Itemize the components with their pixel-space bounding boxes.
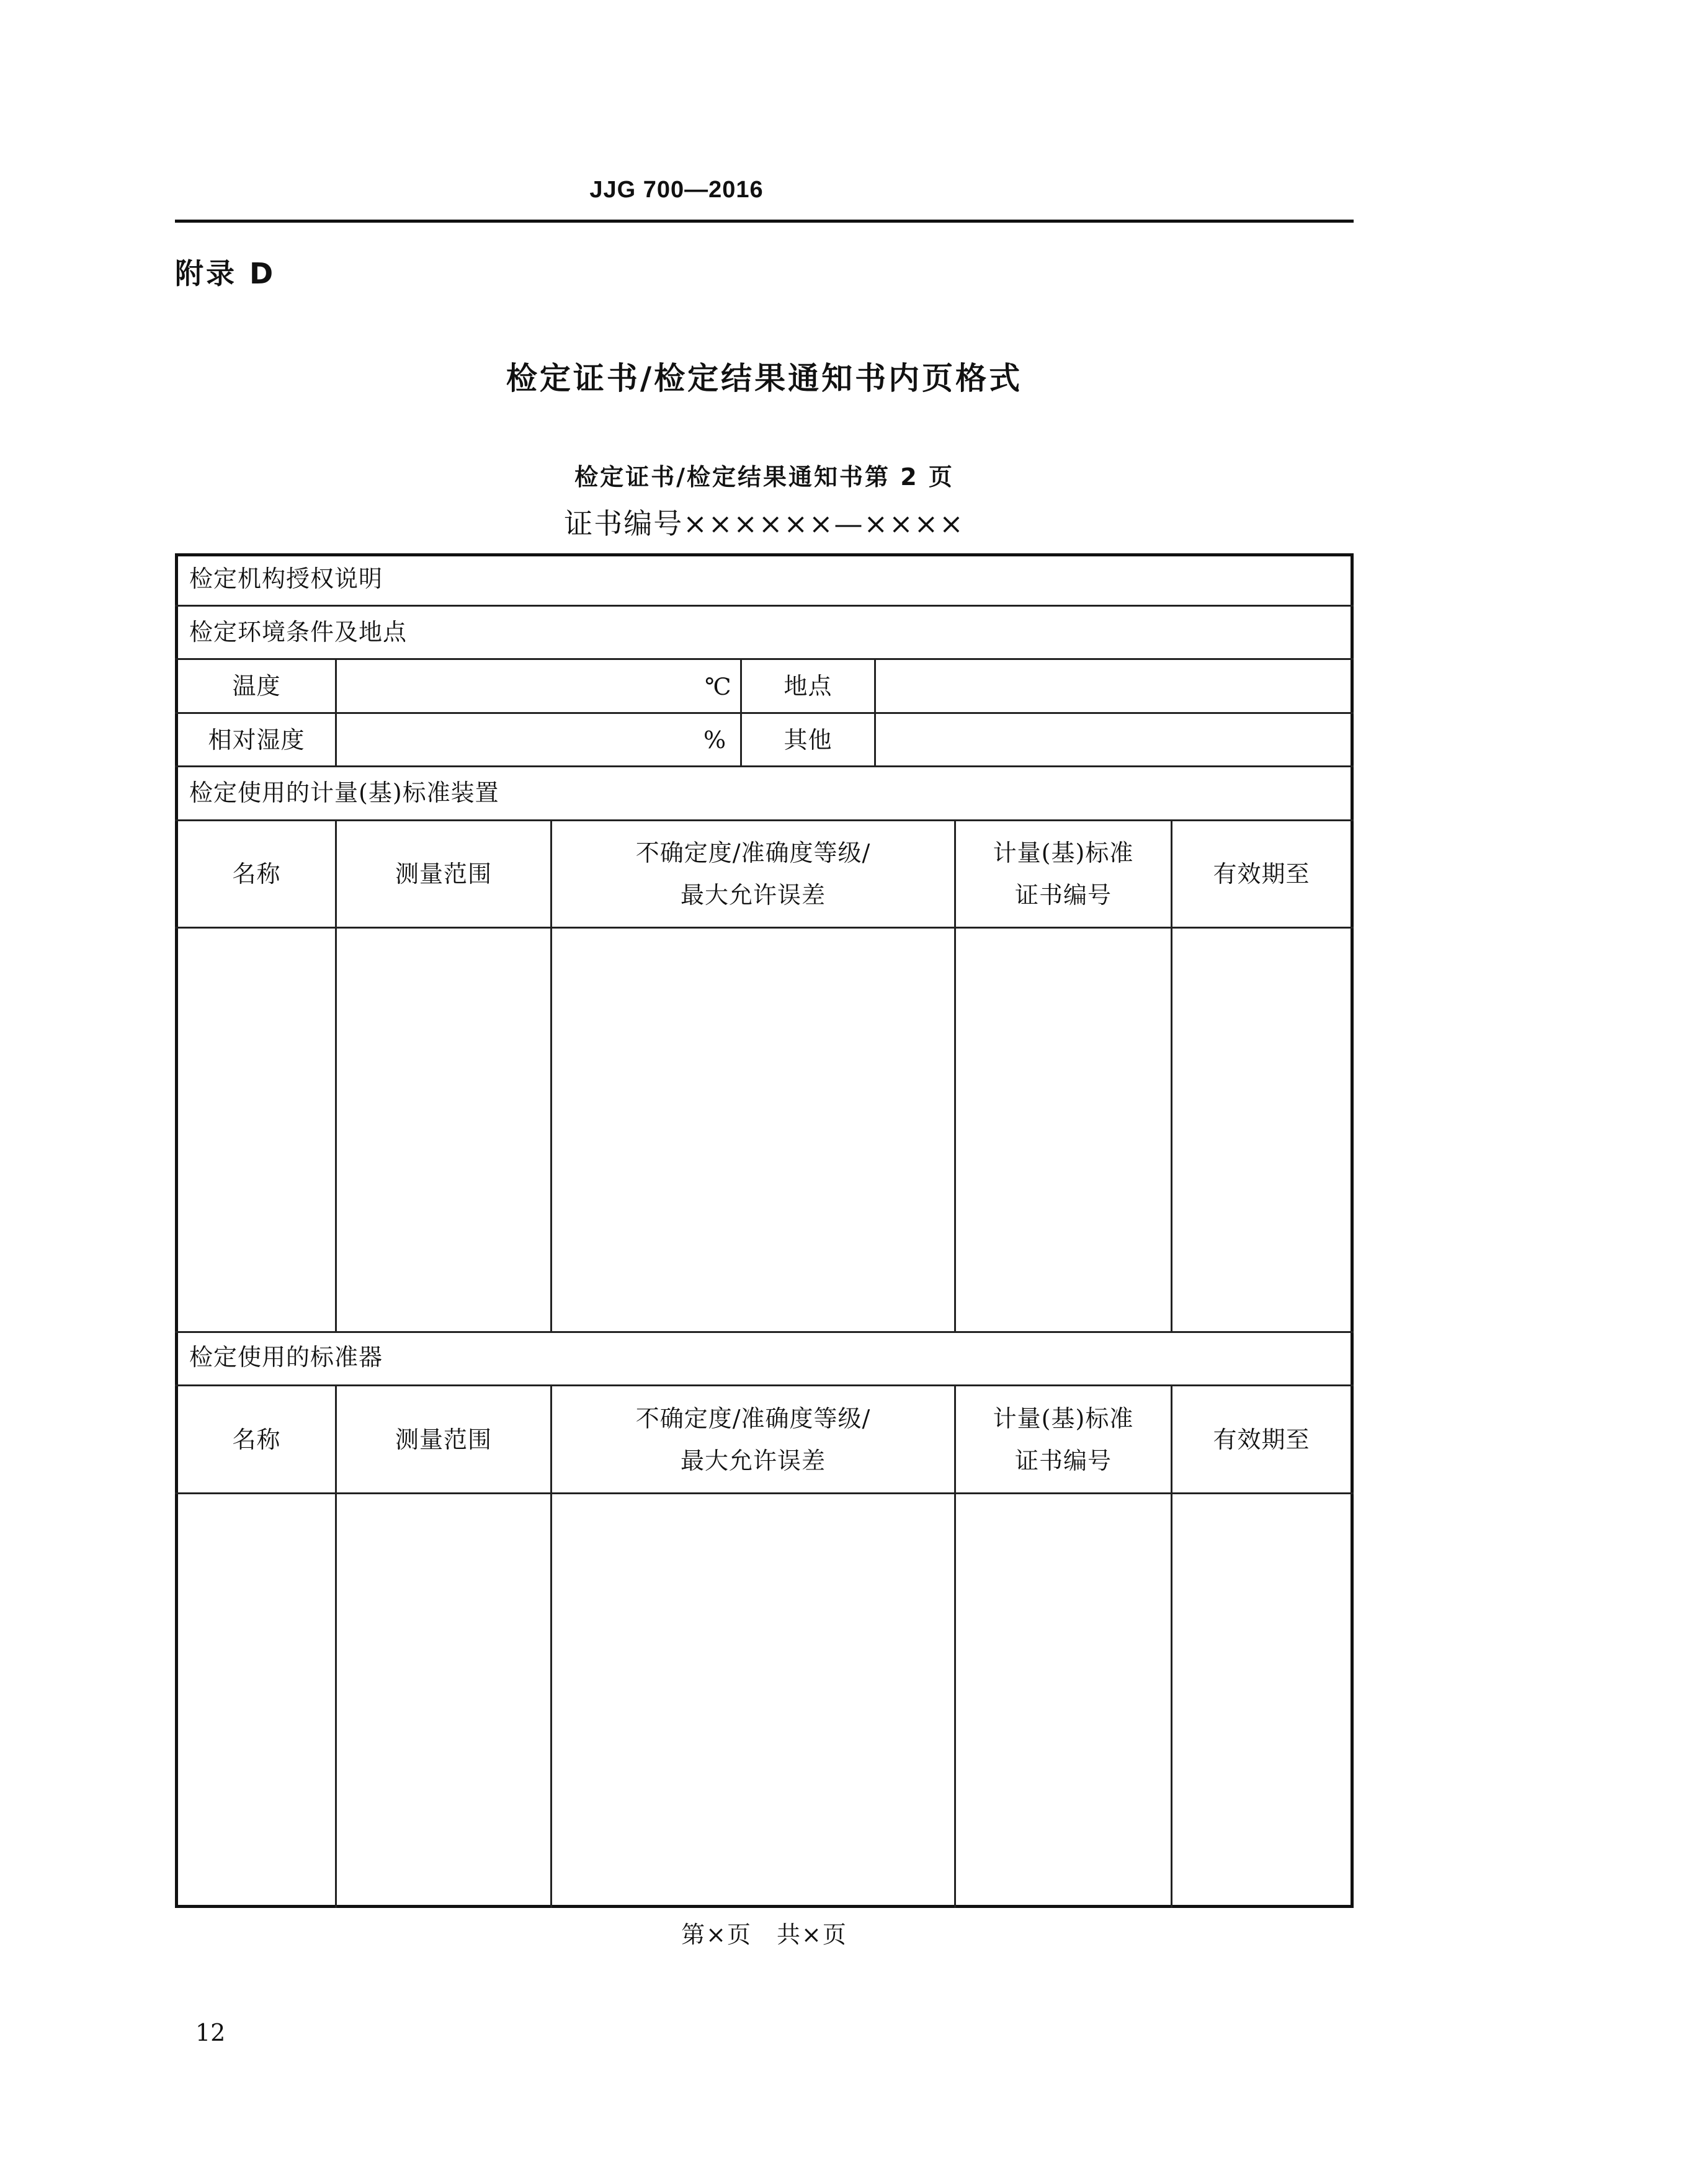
header-rule — [175, 220, 1354, 223]
row-divider — [175, 1492, 1354, 1494]
page-subtitle: 检定证书/检定结果通知书第 2 页 — [574, 463, 954, 491]
authorization-note-label: 检定机构授权说明 — [189, 565, 383, 592]
column-header-name: 名称 — [232, 860, 281, 888]
location-label: 地点 — [784, 672, 833, 700]
humidity-unit: % — [703, 726, 726, 754]
column-header-valid-until: 有效期至 — [1213, 860, 1310, 888]
page-of-total: 第×页 共×页 — [681, 1921, 847, 1948]
standard-device-heading: 检定使用的计量(基)标准装置 — [189, 779, 499, 806]
row-divider — [175, 927, 1354, 929]
column-divider — [874, 658, 876, 766]
row-divider — [175, 605, 1354, 607]
appendix-label: 附录 D — [175, 257, 276, 290]
humidity-label: 相对湿度 — [208, 726, 305, 754]
row-divider — [175, 1331, 1354, 1333]
column-divider — [335, 658, 337, 766]
standard-instrument-heading: 检定使用的标准器 — [189, 1344, 383, 1371]
temperature-unit: ℃ — [705, 673, 731, 700]
column-header-uncertainty: 不确定度/准确度等级/ 最大允许误差 — [635, 1404, 871, 1474]
column-header-uncertainty: 不确定度/准确度等级/ 最大允许误差 — [635, 839, 871, 909]
row-divider — [175, 765, 1354, 767]
standard-code: JJG 700—2016 — [589, 177, 764, 203]
certificate-number: 证书编号××××××—×××× — [564, 507, 965, 540]
column-header-certificate-number: 计量(基)标准 证书编号 — [993, 839, 1134, 909]
column-header-certificate-number: 计量(基)标准 证书编号 — [993, 1404, 1134, 1474]
column-header-range: 测量范围 — [395, 1425, 492, 1453]
column-header-range: 测量范围 — [395, 860, 492, 888]
column-header-valid-until: 有效期至 — [1213, 1425, 1310, 1453]
environment-heading: 检定环境条件及地点 — [189, 618, 408, 646]
page-title: 检定证书/检定结果通知书内页格式 — [506, 360, 1023, 396]
page-number: 12 — [195, 2019, 226, 2046]
other-label: 其他 — [784, 726, 833, 754]
temperature-label: 温度 — [232, 672, 281, 700]
column-header-name: 名称 — [232, 1425, 281, 1453]
